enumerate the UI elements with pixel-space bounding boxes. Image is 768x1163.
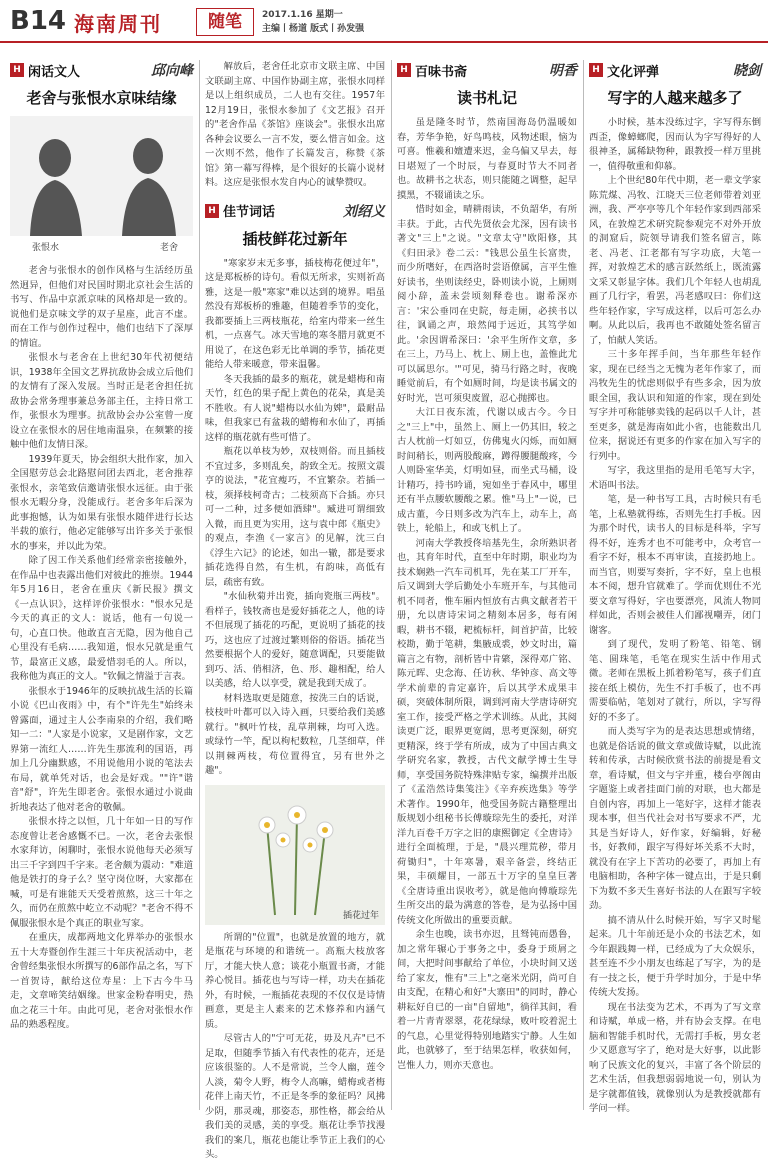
- paragraph: 惜时如金，晴耕雨读，不负韶华，有所丰获。于此，古代先贤依会尤深，因有读书著文"三上"之说。"文章太守"欧阳修，其《归田录》卷二云："钱思公虽生长富贵，而少所嗜好，在西洛时尝语僚属，言平生惟好读书，坐则读经史，卧则读小说，上厕则阅小辞，盖未尝顷刻释卷也。谢希深亦言：'宋公垂同在史院，每走厕，必挟书以往，讽诵之声，琅然闻于远近，其笃学如此。'余因谓希深曰：'余平生所作文章，多在三上，乃马上、枕上、厕上也，盖惟此尤可以属思尔。'"可见，骑马行路之时，夜晚睡觉前后，有个如厕时间，均是读书属文的好时光，岂可须臾废置，忍心抛掷也。: [397, 204, 577, 404]
- hk-icon: H: [10, 63, 24, 77]
- author-signature: 刘绍义: [343, 203, 385, 220]
- article-title: 插枝鲜花过新年: [242, 229, 348, 248]
- paragraph: 张恨水于1946年的反映抗战生活的长篇小说《巴山夜雨》中，有个"许先生"始终未曾露面，通过主人公李南泉的介绍，我们略知一二："人家是小说家，又是剧作家，文艺界第一流红人……许先生那流利的国语，再加上几分幽默感，不用说他用小说的笔法去布局，就单凭对话，也会是好戏。""许"谐音"舒"，许先生即老舍。张恨水通过小说曲折地表达了他对老舍的敬佩。: [10, 685, 193, 813]
- paragraph: 尽管古人的"宁可无花，毋及凡卉"已不足取，但随季节插入有代表性的花卉，还是应该很鉴的。人不是常说，兰令人幽，莲令人淡，菊令人野，梅令人高嘛，蜡梅或者梅花伴上南天竹，不正是冬季的象征吗？风拂少阴，那灵魂，那姿态，那性格，都会给从我们美的灵感，美的享受。瓶花让季节找漫我们的案几，瓶花也能让季节正上我们的心头。: [205, 1033, 385, 1160]
- article-flowers: [205, 201, 385, 1163]
- caption-laoshe: 老舍: [160, 243, 179, 253]
- paragraph: "寒家岁末无多事，插枝梅花便过年"，这是郑板桥的诗句。看似无所求，实则祈高雅，这是一般"寒家"难以达到的境界。唱虽然没有郑板桥的雅趣，但随着季节的变化，我都要插上三两枝瓶花，给室内带来一丝生机，一点喜气。冰天雪地的寒冬腊月就更不用说了，在这色彩无比单调的季节，插花更能给人带来暖意，带来温馨。: [205, 257, 385, 370]
- article-laoshe: [10, 60, 193, 1033]
- author-signature: 晓剑: [733, 63, 761, 79]
- hk-icon: H: [589, 63, 603, 77]
- paragraph: 张恨水与老舍在上世纪30年代初便结识，1938年全国文艺界抗敌协会成立后他们的友情有了深入发展。当时正是老舍担任抗敌协会常务理事兼总务部主任，主持日常工作，张恨水为理事。抗敌协会办公室曾一度设立在张恨水的居住地南温泉，在频繁的接触中他们友情日深。: [10, 352, 193, 450]
- article-tag-row: [10, 60, 193, 80]
- paragraph: 而人类写字为的是表达思想或情绪，也就是俗话说的做文章或做诗赋，以此流转和传承，古时候欣赏书法的前提是看文章，看诗赋，但文与字并重，楼台亭阁由字题鉴上或者挂面门前的对联，也大都是自创内容，再加上一笔好字，这样才能表现本事，但当代社会对书写要求不严，尤其是当好诗人，好作家，好编辑，好秘书，好教师，跟字写得好坏关系不大时，就没有在字上下苦功的必要了，再加上有电脑相助，各种字体一键点出，于是只剩下为数不多天生喜好书法的人在跟写字较劲。: [589, 726, 761, 911]
- paragraph: 虽是隆冬时节，然南国海岛仍温暖如春，芳华争艳，好鸟鸣枝，风物述眼，恼为可喜。惟羲和嬗遭来迟，金乌偏又早去，每日堪短了一个时辰，与春夏时节大不同者也。故耕书之状态，则只能随之调整，起早摸黑，不辍诵读之乐。: [397, 117, 577, 201]
- paragraph: 上个世纪80年代中期，老一辈文学家陈荒煤、冯牧、江晓天三位老师带着刘亚洲，我、严亭亭等几个年轻作家到西部采风，在敦煌艺术研究院参观完不对外开放的洞窟后，院领导请我们签名留言，陈老、冯老、江老都有写字功底，大笔一挥，对敦煌艺术的感言跃然纸上，既流露文采又彰显字体。我们几个年轻人也胡乱画了几行字，看罢，冯老感叹曰：你们这些年轻作家，字写成这样，以后可怎么办啊。从此以后，我再也不敢随处签名留言了，怕献人笑话。: [589, 175, 761, 346]
- article-body: [589, 116, 761, 1117]
- flower-photo: [205, 785, 385, 925]
- header-rule: [0, 41, 768, 43]
- dateline: [262, 8, 364, 36]
- paragraph: 老舍与张恨水的创作风格与生活经历虽然迥异，但他们对民国时期北京社会生活的书写、作品中京派京味的风格却是一致的。说他们是京味文学的双子星座，此言不虚。而在工作与创作过程中，他们也结下了深厚的情谊。: [10, 265, 193, 349]
- article-laoshe-continued: [205, 60, 385, 191]
- column-divider: [583, 60, 584, 1110]
- article-flowers-column: [205, 60, 385, 1163]
- paragraph: 余生也晚，读书亦迟，且驽钝而愚鲁，加之常年辗心于事务之中，委身于琐屑之间，大把时间事献给了单位，小块时间又送给了家友，惟有"三上"之毫米光阴，尚可自由支配，在精心和好"大寨田"的同时，静心耕耘好自已的一亩"自留地"，徜徉其间，看着一片青青翠翠，花花绿绿，败叶咬着泥土的气息，心里觉得特别地踏实宁静。人生如此，也就够了，至于结果怎样，收获如何，岂惟人力，则亦天意也。: [397, 929, 577, 1071]
- editor-credits: 主编丨杨道 版式丨孙发强: [262, 24, 365, 34]
- paragraph: 搞不清从什么时候开始，写字又时髦起来。几十年前还是小众的书法艺术，如今年跟践舞一样，已经成为了大众娱乐，甚至连不少小朋友也练起了写字，为的是有一技之长，便于升学时加分，于是中华传统大发扬。: [589, 914, 761, 998]
- paragraph: 1939年夏天，协会组织大批作家，加入全国慰劳总会北路慰问团去西北，老舍推荐张恨水，亲笔致信邀请张恨水远征。由于张恨水无暇分身，没能成行。老舍多年后深为此事抱憾，认为如果有张恨水随伴进行长达半载的旅行，他必定能够写出许多关于张恨水的事来，并以此为荣。: [10, 453, 193, 552]
- paragraph: 三十多年挥手间，当年那些年轻作家，现在已经当之无愧为老年作家了，而冯牧先生的忧虑则似乎有些多余，因为放眼全国，我认识和知道的作家，现在到处写字并可称能够卖钱的起码以千人计，甚至更多，就是海南如此小省，也能数出几位来，据说还有更多的作家在加入写字的行列中。: [589, 349, 761, 462]
- article-title: 写字的人越来越多了: [607, 89, 743, 107]
- article-body: [205, 257, 385, 779]
- author-signature: 邱向峰: [151, 63, 193, 79]
- paragraph: 张恨水持之以恒，几十年如一日的写作态度曾让老舍感慨不已。一次，老舍去张恨水家拜访，闲聊时，张恨水说他每天必须写出三千字到四千字来。老舍颇为震动："难道他是铁打的身子么？坚守岗位呀，大家都在喊，可是有谁能天天受着煎熬，这三十年之久，而仍在煎熬中屹立不动呢？"老舍不得不佩服张恨水是个真正的职业写家。: [10, 816, 193, 929]
- portrait-image: [10, 116, 193, 256]
- brand-logo: 海南周刊: [74, 12, 162, 36]
- hk-icon: H: [397, 63, 411, 77]
- caption-zhanghenshui: 张恨水: [32, 243, 60, 253]
- paragraph: 冬天我插的最多的瓶花，就是蜡梅和南天竹，红色的果子配上黄色的花朵，真是美不胜收。有人说"蜡梅以水仙为婢"，最耐品味，但我家已有盆栽的蜡梅和水仙了，再插这样的瓶花就有些可惜了。: [205, 373, 385, 443]
- author-signature: 明香: [549, 63, 577, 79]
- paragraph: 现在书法变为艺术，不再为了写文章和诗赋，单成一格，并有协会支撑。在电脑和智能手机时代，无需打手板，男女老少又愿意写字了，绝对是大好事，以此影响了民族文化的复兴，丰富了各个阶层的艺术生活，但我想弱弱地说一句，别认为是字就都值钱，就像别认为是教授就都有学问一样。: [589, 1001, 761, 1114]
- article-calligraphy: [589, 60, 761, 1117]
- page-number: B14: [10, 6, 66, 36]
- article-tag: 佳节词话: [223, 205, 276, 220]
- article-tag-row: [397, 60, 577, 80]
- hk-icon: H: [205, 204, 219, 218]
- paragraph: 到了现代，发明了粉笔、铅笔、钢笔、圆珠笔，毛笔在现实生活中作用式微。老师在黑板上抓着粉笔写，孩子们直接在纸上模仿，先生不打手板了，也不再需要临帖，笔划对了就行，所以，字写得好的不多了。: [589, 639, 761, 723]
- article-tag-row: [205, 201, 385, 221]
- page-header: [0, 0, 768, 44]
- paragraph: 瓶花以单枝为妙，双枝则俗。而且插枝不宜过多，多则乱矣，韵致全无。按照文震亨的说法，"花宜瘦巧，不宜繁杂。若插一枝，须择枝柯奇古；二枝须高下合插。亦只可一二种，过多便如酒肆"。臧进可谓细致入微，而且更为实用，这与袁中郎《瓶史》的观点，李渔《一家言》的见解，沈三白《浮生六记》的论述，如出一辙，都是要求插花选得自然，有生机，有韵味，高低有层，疏密有致。: [205, 446, 385, 588]
- paragraph: 除了因工作关系他们经常亲密接触外，在作品中也表露出他们对彼此的推崇。1944年5月16日，老舍在重庆《新民报》撰文《一点认识》，这样评价张恨水："恨水兄是今天的真正的文人：说话，他有一句说一句，心直口快。他敢直言无隐，因为他自己心里没有毛病……我知道，恨水兄就是重气节，最富正义感，最爱惜羽毛的人。所以，我称他为真正的文人。"钦佩之情溢于言表。: [10, 555, 193, 682]
- paragraph: 河南大学教授佟培基先生，余所熟识者也，其育年时代，直至中年时期，职业均为技术娴熟一汽车司机耳，先在某工厂开车，后又调到大学后勤处小车班开车，与其他司机不同者，惟车厢内恒放有古典文献者若干册，允以唐诗宋词之精刻本居多，每有闲暇，耕书不辍，耙梳标杆，间首护苗，比较校勘，勤于笔耕，集腋成裘，妙文时出，篇篇言之有物，剖析皆中肯綮，深得邓广铭、陈元晖、史念海、任访秋、华钟彦、高文等学术前辈的肯定嘉许，后以其学术成果丰硕，突破体制所限，调到河南大学唐诗研究室工作，接受严格之学术训练。从此，其阅读更广泛，眼界更宽阔，思考更深刻，研究更精深，终于学有所成，成为了中国古典文学研究名家，教授，古代文献学博士生导师，享受国务院特殊津贴专家，编撰并出版了《孟浩然诗集笺注》《辛弃疾选集》等学术著作。1990年，他受国务院古籍整理出版规划小组秘书长傅璇琮先生的委托，对洋洋九百卷千万字之旧的康熙御定《全唐诗》进行全面梳理，于是，"晨兴理荒秽，带月荷锄归"，十年寒暑，艰辛备尝，终结正果，丰硕耀目，一部五十万字的皇皇巨著《全唐诗重出误收考》，就是他向傅璇琮先生所交出的最为满意的答卷，是为弘扬中国传统文化所做出的重要贡献。: [397, 537, 577, 926]
- article-tag: 闲话文人: [28, 64, 81, 80]
- article-title: 读书札记: [456, 89, 517, 107]
- paragraph: "水仙秋菊并出瓷，插向瓷瓶三两枝"。看样子，钱牧斋也是爱好插花之人，他的诗不但展现了插花的巧配，更说明了插花的技巧，这也应了过渡过繁则俗的俗语。插花当然要根据个人的爱好，随意调配，只要能做到巧、活、俏相济，色、形、趣相配，给人以美感，给人以享受，就是我到天成了。: [205, 591, 385, 689]
- article-body: [10, 264, 193, 1033]
- paragraph: 大江日夜东流，代谢以成古今。今日之"三上"中，虽然上、厕上一仍其旧，较之古人枕前一灯如豆，仿佛鬼火闪烁，而如厕时间稍长，则两股酸麻，蹲得腰腿酸疼，今人则卧室华美，灯明如昼，而坐式马桶，设计精巧，持书吟诵，宛如坐于春风中，哪里还有半点腰软腰酸之累。惟"马上"一说，已成古董，今日则多改为汽车上，动车上，高铁上，轮船上，和或飞机上了。: [397, 407, 577, 534]
- section-label: 随笔: [196, 8, 254, 36]
- paragraph: 小时候，基本没练过字，字写得东倒西歪，像蟑螂爬，因而认为字写得好的人很神圣，属稀缺物种，跟教授一样万里挑一，值得敬重和仰慕。: [589, 117, 761, 172]
- column-divider: [199, 60, 200, 1110]
- article-body-continued: [205, 931, 385, 1163]
- article-tag: 百味书斋: [415, 64, 468, 80]
- paragraph: 解放后，老舍任北京市文联主席、中国文联副主席、中国作协副主席，张恨水同样是以上组织成员，二人也有交往。1957年12月19日，张恨水参加了《文艺报》召开的"老舍作品《茶馆》座谈会"。张恨水出席各种会议要么一言不发，要么惜言如金。这一次则不然，他作了长篇发言，称赞《茶馆》第一幕写得棒，是个很好的长篇小说材料。这应是张恨水发自内心的诚挚赞叹。: [205, 61, 385, 188]
- paragraph: 笔，是一种书写工具，古时候只有毛笔，上私塾就得练，否则先生打手板。因为那个时代，读书人的目标是科举，字写得不好，连秀才也不可能考中，众考官一看字不好，根本不再审读，直接扔地上。而当官，则要写奏折，字不好，皇上也根本不阅，想升官就难了。学而优则仕不光要文章写得好，字也要漂亮，风流人物同样如此，否则会被佳人们鄙视嘲弄，闭门谢客。: [589, 494, 761, 636]
- issue-date: 2017.1.16 星期一: [262, 10, 343, 20]
- flower-caption: 插花过年: [342, 910, 379, 921]
- article-reading: [397, 60, 577, 1073]
- paragraph: 材料选取更是随意，按洗三白的话说，枝枝叶叶都可以入诗入画，只要给我们美感就行。"枫叶竹枝，乱草荆棘，均可入选。或绿竹一竿，配以枸杞数粒，几茎细草，伴以荆棘两枝，苟位置得宜，另有世外之趣"。: [205, 692, 385, 776]
- article-title: 老舍与张恨水京味结缘: [26, 89, 177, 107]
- narcissus-image: [205, 785, 385, 925]
- column-divider: [391, 60, 392, 1110]
- article-tag-row: [589, 60, 761, 80]
- portrait-photo: [10, 116, 193, 256]
- paragraph: 在重庆，成都两地文化界举办的张恨水五十大寿暨创作生涯三十年庆祝活动中，老舍曾经集张恨水所撰写的6部作品之名，写下一首贺诗，献给这位寿星：上下古今牛马走，文章啼笑结姻缘。世家金粉春明史，热血之花三十年。由此可见，老舍对张恨水作品的熟悉程度。: [10, 932, 193, 1030]
- paragraph: 所谓的"位置"，也就是放置的地方，就是瓶花与环境的和谐统一。高瓶大枝放客厅，才能大快人意；谈花小瓶置书斋，才能养心悦目。插花也与写诗一样，功夫在插花外，有时候，一瓶插花表现的不仅仅是诗情画意，更是主人素来的艺术修养和内涵气质。: [205, 931, 385, 1030]
- paragraph: 写字，我这里指的是用毛笔写大字，术语叫书法。: [589, 465, 761, 491]
- article-body: [397, 116, 577, 1073]
- article-tag: 文化评弹: [607, 64, 660, 80]
